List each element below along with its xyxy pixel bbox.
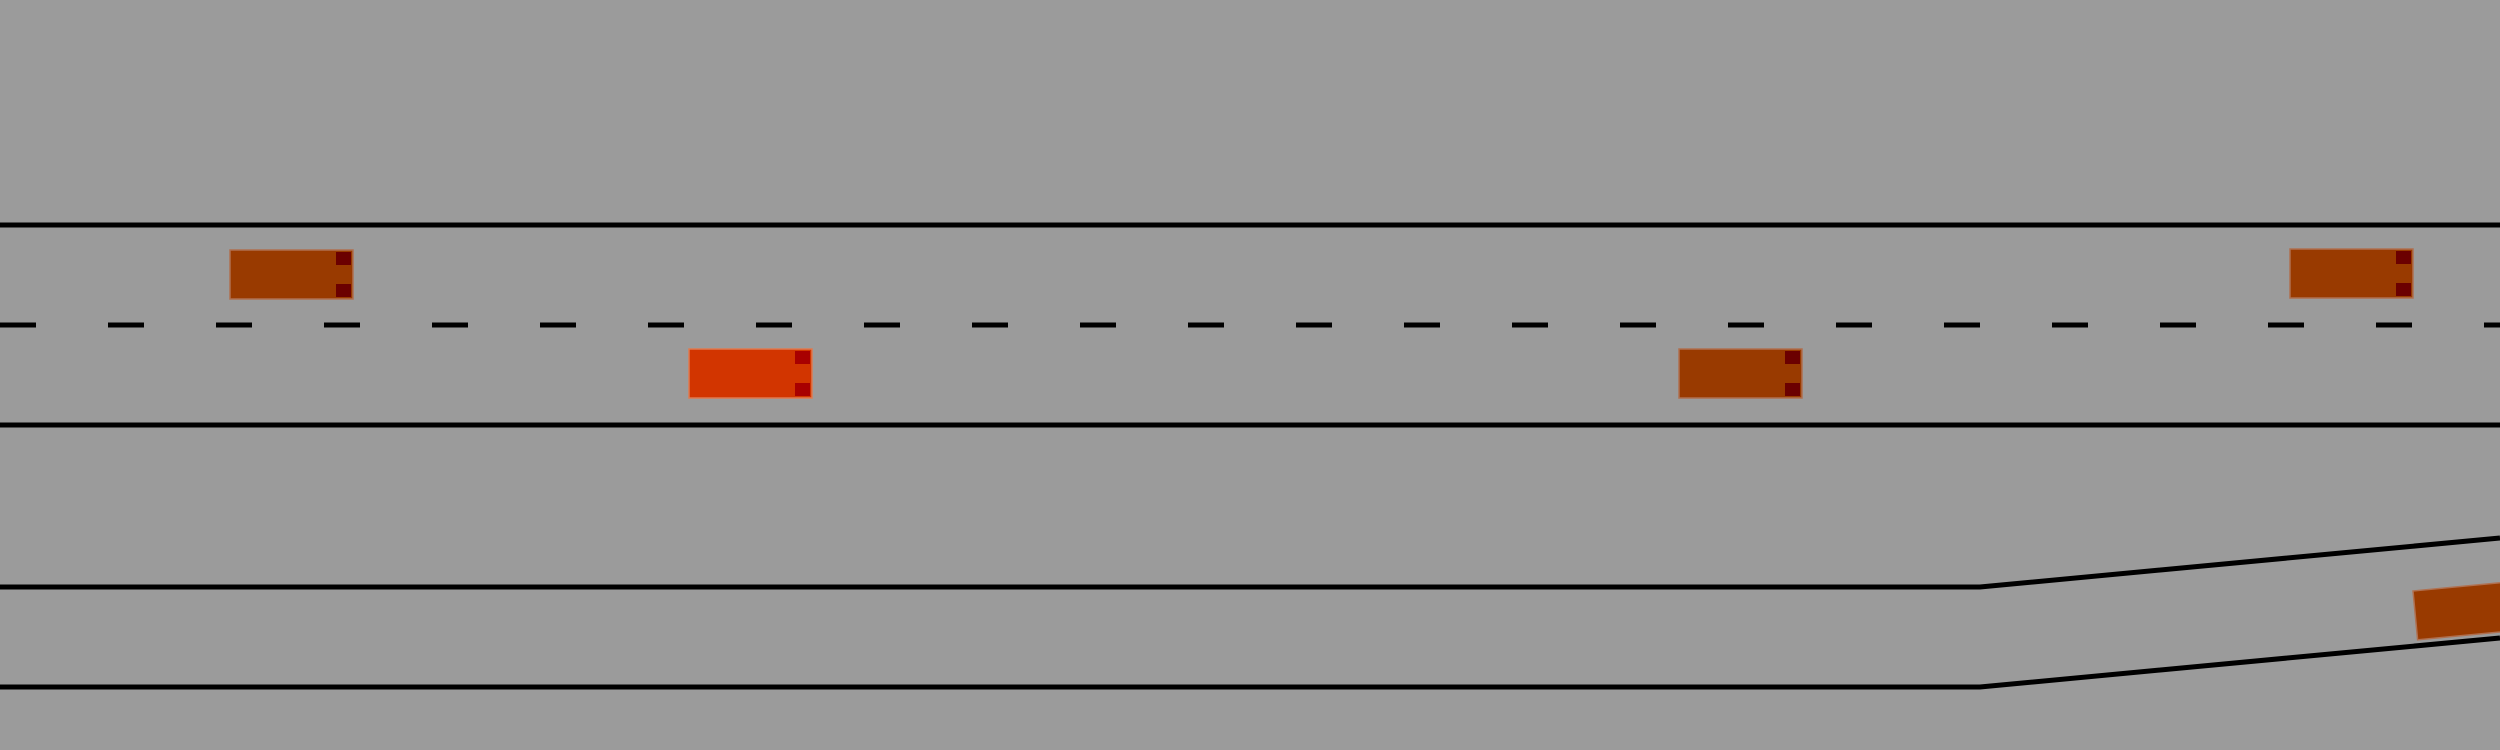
vehicle-4-light-left	[2396, 251, 2411, 264]
vehicle-4-light-right	[2396, 283, 2411, 296]
vehicle-2-body	[689, 349, 812, 398]
vehicle-3-light-right	[1785, 383, 1800, 396]
vehicle-4	[2290, 249, 2413, 298]
vehicle-3-light-left	[1785, 351, 1800, 364]
vehicle-1-light-right	[336, 284, 351, 297]
vehicle-2	[689, 349, 812, 398]
vehicle-2-light-right	[795, 383, 810, 396]
vehicle-3-body	[1679, 349, 1802, 398]
vehicle-3	[1679, 349, 1802, 398]
vehicle-4-body	[2290, 249, 2413, 298]
vehicle-1-body	[230, 250, 353, 299]
vehicle-1	[230, 250, 353, 299]
vehicle-2-light-left	[795, 351, 810, 364]
vehicle-1-light-left	[336, 252, 351, 265]
